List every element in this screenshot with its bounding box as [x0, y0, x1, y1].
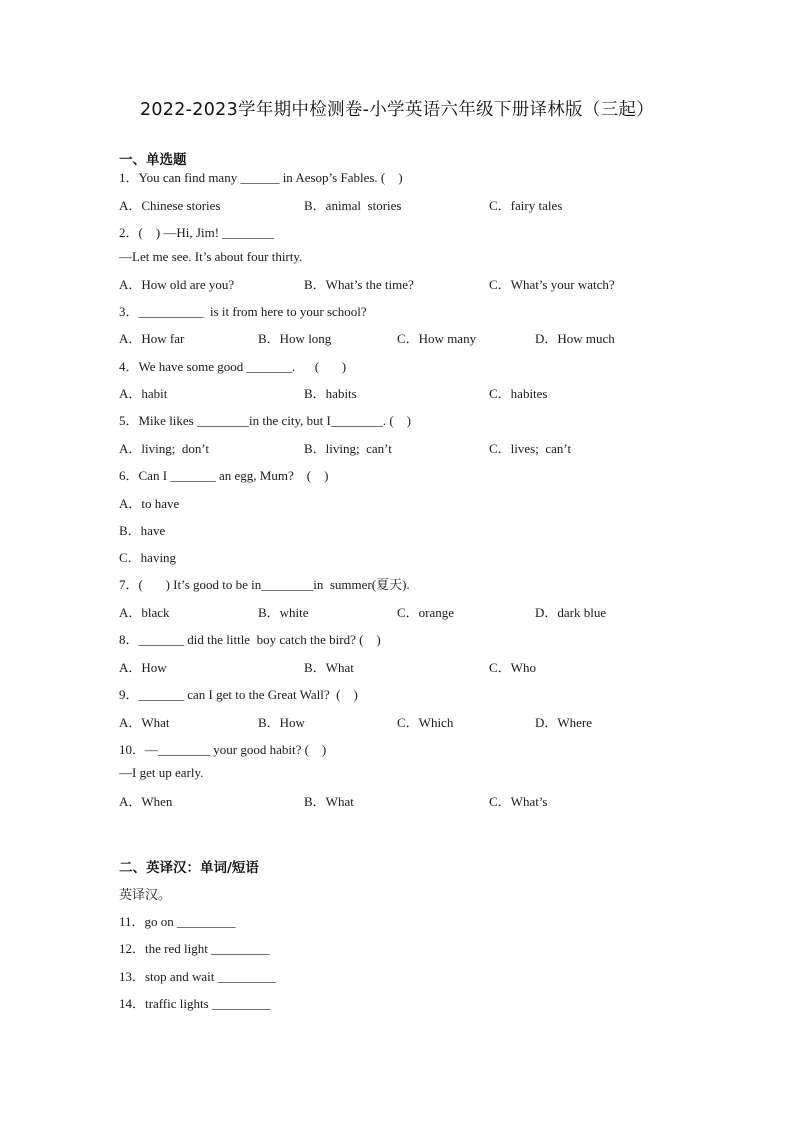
option-7-d: D．dark blue — [535, 605, 607, 620]
option-10-a: A．When — [119, 794, 173, 809]
option-1-a: A．Chinese stories — [119, 198, 221, 213]
question-stem-7: 7．( ) It’s good to be in________in summer(夏天). — [119, 577, 410, 592]
option-4-b: B．habits — [304, 386, 357, 401]
question-stem-9: 9．_______ can I get to the Great Wall? ( ) — [119, 687, 358, 702]
question-response-10: —I get up early. — [119, 765, 204, 780]
option-4-a: A．habit — [119, 386, 168, 401]
option-4-c: C．habites — [489, 386, 548, 401]
question-stem-4: 4．We have some good _______. ( ) — [119, 359, 347, 374]
option-1-c: C．fairy tales — [489, 198, 563, 213]
section-heading-translation: 二、英译汉：单词/短语 — [119, 860, 259, 876]
question-stem-1: 1．You can find many ______ in Aesop’s Fables. ( ) — [119, 170, 403, 185]
option-9-b: B．How — [258, 715, 305, 730]
document-title: 2022-2023学年期中检测卷-小学英语六年级下册译林版（三起） — [139, 100, 655, 120]
translation-item-13: 13．stop and wait _________ — [119, 969, 277, 984]
option-5-c: C．lives; can’t — [489, 441, 572, 456]
option-7-b: B．white — [258, 605, 309, 620]
question-stem-2: 2．( ) —Hi, Jim! ________ — [119, 225, 275, 240]
option-3-b: B．How long — [258, 331, 332, 346]
option-8-c: C．Who — [489, 660, 536, 675]
translation-item-11: 11．go on _________ — [119, 914, 236, 929]
option-2-b: B．What’s the time? — [304, 277, 414, 292]
option-9-c: C．Which — [397, 715, 454, 730]
option-10-b: B．What — [304, 794, 354, 809]
option-10-c: C．What’s — [489, 794, 548, 809]
option-7-c: C．orange — [397, 605, 455, 620]
option-3-c: C．How many — [397, 331, 477, 346]
option-5-a: A．living; don’t — [119, 441, 210, 456]
question-stem-5: 5．Mike likes ________in the city, but I________. ( ) — [119, 413, 411, 428]
option-9-d: D．Where — [535, 715, 593, 730]
option-8-a: A．How — [119, 660, 167, 675]
option-6-c: C．having — [119, 550, 177, 565]
option-6-a: A．to have — [119, 496, 180, 511]
option-2-c: C．What’s your watch? — [489, 277, 615, 292]
translation-item-14: 14．traffic lights _________ — [119, 996, 271, 1011]
question-stem-3: 3．__________ is it from here to your school? — [119, 304, 367, 319]
option-5-b: B．living; can’t — [304, 441, 392, 456]
question-stem-8: 8．_______ did the little boy catch the bird? ( ) — [119, 632, 381, 647]
option-3-d: D．How much — [535, 331, 615, 346]
section-heading-single-choice: 一、单选题 — [119, 152, 187, 168]
section-instruction: 英译汉。 — [119, 887, 172, 902]
question-response-2: —Let me see. It’s about four thirty. — [119, 249, 303, 264]
question-stem-6: 6．Can I _______ an egg, Mum? ( ) — [119, 468, 329, 483]
option-1-b: B．animal stories — [304, 198, 402, 213]
option-7-a: A．black — [119, 605, 170, 620]
option-3-a: A．How far — [119, 331, 185, 346]
option-8-b: B．What — [304, 660, 354, 675]
question-stem-10: 10．—________ your good habit? ( ) — [119, 742, 327, 757]
option-6-b: B．have — [119, 523, 166, 538]
option-9-a: A．What — [119, 715, 170, 730]
option-2-a: A．How old are you? — [119, 277, 235, 292]
translation-item-12: 12．the red light _________ — [119, 941, 270, 956]
